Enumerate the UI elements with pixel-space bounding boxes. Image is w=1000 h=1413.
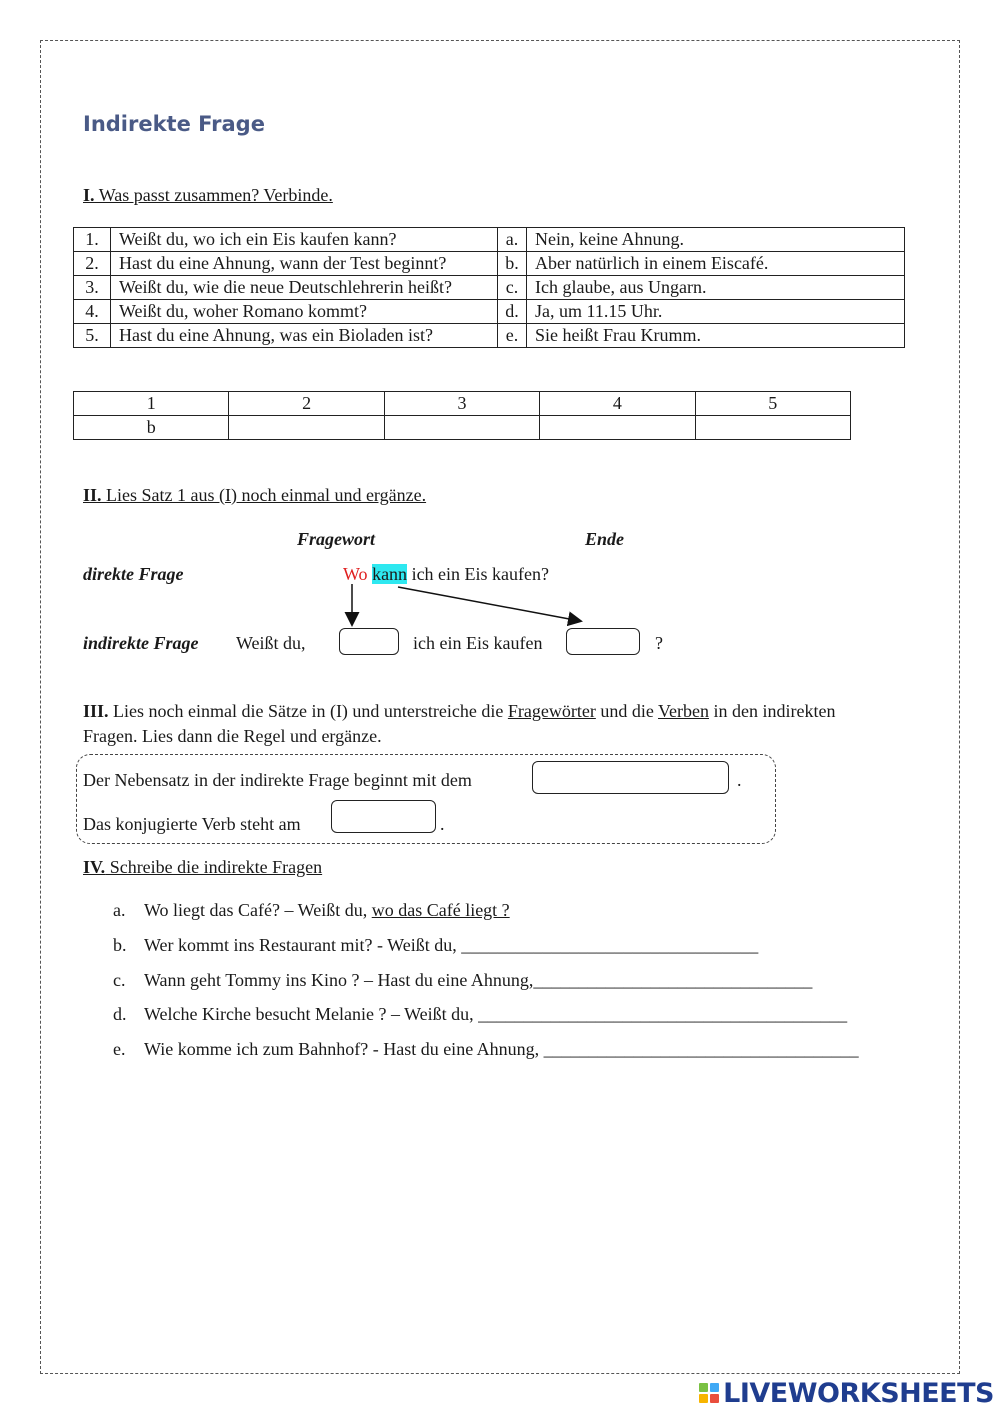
arrows-diagram bbox=[0, 0, 1000, 700]
rule-input-1[interactable] bbox=[532, 761, 729, 794]
answer-cell-1[interactable]: b bbox=[74, 416, 229, 440]
list-item[interactable]: c. Wann geht Tommy ins Kino ? – Hast du eine Ahnung,_______________________________ bbox=[113, 970, 813, 990]
section-3-text-line1: III. Lies noch einmal die Sätze in (I) und unterstreiche die Fragewörter und die Verben in den indirekten bbox=[83, 701, 836, 721]
direct-question-label: direkte Frage bbox=[83, 564, 184, 584]
rule-line-1: Der Nebensatz in der indirekte Frage beginnt mit dem bbox=[83, 770, 472, 790]
rule-input-2[interactable] bbox=[331, 800, 436, 833]
logo-tiles-icon bbox=[699, 1383, 719, 1403]
direct-question: Wo kann ich ein Eis kaufen? bbox=[343, 564, 550, 584]
table-row: 3. Weißt du, wie die neue Deutschlehrerin heißt? c. Ich glaube, aus Ungarn. bbox=[74, 276, 905, 300]
table-row: 5. Hast du eine Ahnung, was ein Bioladen ist? e. Sie heißt Frau Krumm. bbox=[74, 324, 905, 348]
indirect-middle: ich ein Eis kaufen bbox=[413, 633, 543, 653]
fragewort-label: Fragewort bbox=[297, 529, 376, 549]
ende-label: Ende bbox=[585, 529, 625, 549]
section-3-text-line2: Fragen. Lies dann die Regel und ergänze. bbox=[83, 726, 382, 746]
question-mark: ? bbox=[655, 633, 663, 653]
arrow-diagonal bbox=[398, 587, 580, 621]
table-row: 1. Weißt du, wo ich ein Eis kaufen kann? a. Nein, keine Ahnung. bbox=[74, 228, 905, 252]
list-item: a. Wo liegt das Café? – Weißt du, wo das Café liegt ? bbox=[113, 900, 510, 920]
section-1-heading: I. Was passt zusammen? Verbinde. bbox=[83, 185, 333, 205]
indirect-start: Weißt du, bbox=[236, 633, 306, 653]
liveworksheets-logo bbox=[699, 1379, 994, 1407]
rule-line-1-period: . bbox=[737, 770, 742, 790]
rule-line-2-period: . bbox=[440, 814, 445, 834]
section-4-heading: IV. Schreibe die indirekte Fragen bbox=[83, 857, 323, 877]
verb-kann: kann bbox=[372, 564, 408, 584]
table-row: 2. Hast du eine Ahnung, wann der Test beginnt? b. Aber natürlich in einem Eiscafé. bbox=[74, 252, 905, 276]
page-title: Indirekte Frage bbox=[83, 112, 265, 136]
list-item[interactable]: b. Wer kommt ins Restaurant mit? - Weißt du, _________________________________ bbox=[113, 935, 759, 955]
question-word-wo: Wo bbox=[343, 564, 368, 584]
indirect-question-label: indirekte Frage bbox=[83, 633, 199, 653]
list-item[interactable]: d. Welche Kirche besucht Melanie ? – Weißt du, _________________________________________ bbox=[113, 1004, 848, 1024]
answer-text[interactable]: wo das Café liegt ? bbox=[371, 900, 510, 920]
list-item[interactable]: e. Wie komme ich zum Bahnhof? - Hast du eine Ahnung, ___________________________________ bbox=[113, 1039, 859, 1059]
brand-name: LIVEWORKSHEETS bbox=[723, 1377, 994, 1409]
section-2-heading: II. Lies Satz 1 aus (I) noch einmal und ergänze. bbox=[83, 485, 427, 505]
rule-line-2: Das konjugierte Verb steht am bbox=[83, 814, 301, 834]
answer-header-row: 1 2 3 4 5 bbox=[74, 392, 851, 416]
table-row: 4. Weißt du, woher Romano kommt? d. Ja, um 11.15 Uhr. bbox=[74, 300, 905, 324]
verb-input-box[interactable] bbox=[566, 628, 640, 655]
fragewort-input-box[interactable] bbox=[339, 628, 399, 655]
